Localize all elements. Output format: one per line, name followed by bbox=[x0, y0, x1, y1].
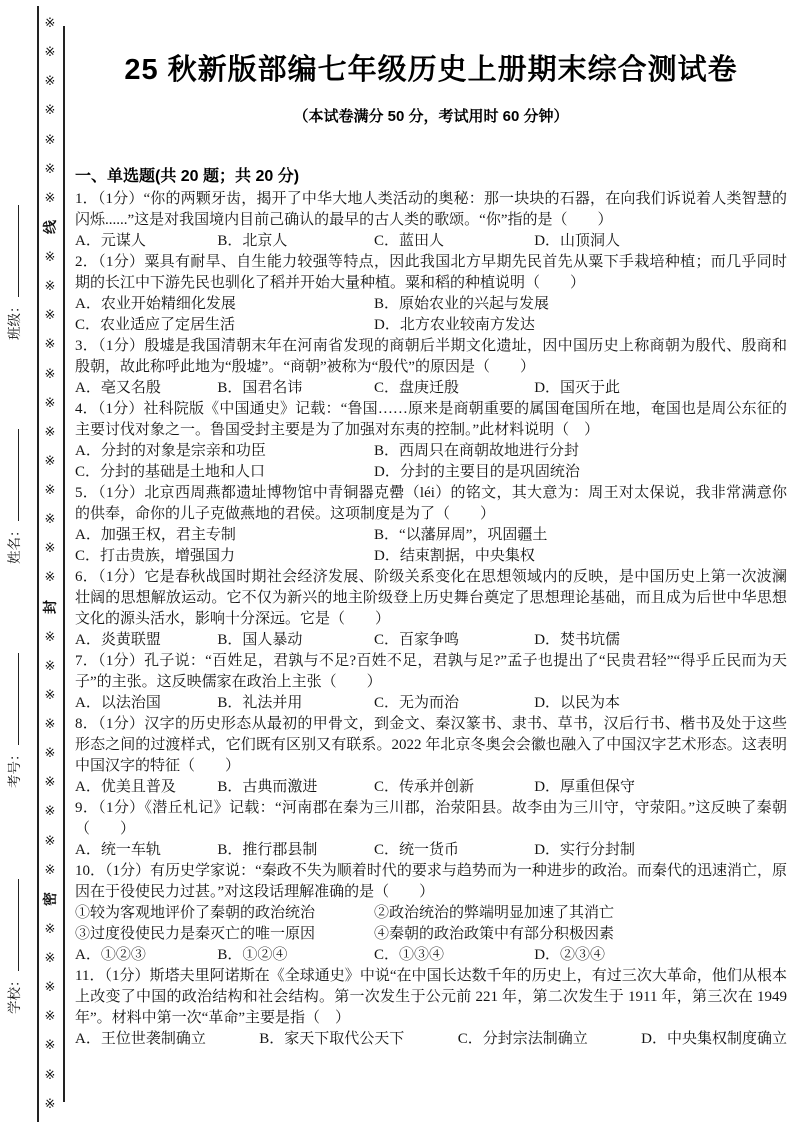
seal-mark: ※ bbox=[44, 803, 56, 819]
seal-mark: ※ bbox=[44, 278, 56, 294]
seal-mark: ※ bbox=[44, 15, 56, 30]
option: A．王位世袭制确立 bbox=[75, 1031, 206, 1048]
option: D．实行分封制 bbox=[534, 842, 636, 859]
option: A．农业开始精细化发展 bbox=[75, 296, 236, 313]
seal-mark: ※ bbox=[44, 1066, 56, 1082]
option: D．焚书坑儒 bbox=[534, 632, 621, 649]
question-stem: 11．（1分）斯塔夫里阿诺斯在《全球通史》中说“在中国长达数千年的历史上，有过三次大革命，他们从根本上改变了中国的政治结构和社会结构。第一次发生于公元前 221 年，第二次发生于 1911 年，第三次在 1949 年”。材料中第一次“革命”主要是指（ ） bbox=[75, 968, 787, 1027]
seal-mark: ※ bbox=[44, 569, 56, 585]
option: C．蓝田人 bbox=[374, 233, 445, 250]
seal-mark: ※ bbox=[44, 102, 56, 118]
option: B．原始农业的兴起与发展 bbox=[374, 296, 550, 313]
option: C．分封的基础是土地和人口 bbox=[75, 464, 266, 481]
question bbox=[75, 336, 787, 399]
options-row bbox=[75, 294, 787, 336]
seal-mark: ※ bbox=[44, 657, 56, 673]
seal-mark: ※ bbox=[44, 1095, 56, 1111]
seal-mark: ※ bbox=[44, 365, 56, 381]
option: B．“以藩屏周”，巩固疆土 bbox=[374, 527, 548, 544]
question-stem: 9．（1分）《潜丘札记》记载：“河南郡在秦为三川郡，治荥阳县。故李由为三川守，守荥阳。”这反映了秦朝（ ） bbox=[75, 800, 787, 838]
seal-mark: 线 bbox=[42, 219, 58, 234]
seal-mark: ※ bbox=[44, 832, 56, 848]
seal-mark: ※ bbox=[44, 249, 56, 264]
exam-subtitle: （本试卷满分 50 分，考试用时 60 分钟） bbox=[293, 108, 569, 126]
options-row bbox=[75, 840, 787, 861]
seal-mark: ※ bbox=[44, 336, 56, 352]
margin-field-inner bbox=[3, 392, 23, 564]
option: D．山顶洞人 bbox=[534, 233, 621, 250]
option: A．优美且普及 bbox=[75, 779, 176, 796]
question-list bbox=[75, 189, 787, 1050]
option: A．以法治国 bbox=[75, 695, 161, 712]
question bbox=[75, 567, 787, 651]
option: C．农业适应了定居生活 bbox=[75, 317, 236, 334]
options-row bbox=[75, 231, 787, 252]
option: C．打击贵族，增强国力 bbox=[75, 548, 236, 565]
field-label: 姓名： bbox=[7, 523, 22, 564]
seal-mark: ※ bbox=[44, 189, 56, 205]
margin-field bbox=[3, 616, 31, 788]
option: C．无为而治 bbox=[374, 695, 460, 712]
blank-line bbox=[5, 880, 20, 972]
option: B．礼法并用 bbox=[217, 695, 303, 712]
question bbox=[75, 966, 787, 1050]
option: B．北京人 bbox=[217, 233, 288, 250]
question-stem: 6．（1分）它是春秋战国时期社会经济发展、阶级关系变化在思想领域内的反映，是中国历史上第一次波澜壮阔的思想解放运动。它不仅为新兴的地主阶级登上历史舞台奠定了思想理论基础，而且成为后世中华思想文化的源头活水，影响十分深远。它是（ ） bbox=[75, 569, 787, 628]
question-stem: 1．（1分）“你的两颗牙齿，揭开了中华大地人类活动的奥秘：那一块块的石器，在向我们诉说着人类智慧的闪烁......”这是对我国境内目前己确认的最早的古人类的歌颂。“你”指的是（ ） bbox=[75, 191, 787, 229]
seal-line-inner-rule bbox=[63, 26, 65, 1102]
question bbox=[75, 483, 787, 567]
option: D．国灭于此 bbox=[534, 380, 621, 397]
options-row bbox=[75, 693, 787, 714]
margin-field bbox=[3, 392, 31, 564]
seal-mark: ※ bbox=[44, 511, 56, 527]
option: C．盘庚迁殷 bbox=[374, 380, 460, 397]
seal-mark: ※ bbox=[44, 774, 56, 790]
seal-mark: ※ bbox=[44, 861, 56, 877]
option: C．分封宗法制确立 bbox=[457, 1031, 588, 1048]
margin-field-inner bbox=[3, 616, 23, 788]
option: B．推行郡县制 bbox=[217, 842, 318, 859]
options-row bbox=[75, 945, 787, 966]
option: B．国君名讳 bbox=[217, 380, 303, 397]
option: B．家天下取代公天下 bbox=[259, 1031, 405, 1048]
subitem: ③过度役使民力是秦灭亡的唯一原因 bbox=[75, 926, 316, 943]
option: C．统一货币 bbox=[374, 842, 460, 859]
seal-mark: ※ bbox=[44, 716, 56, 731]
seal-mark: ※ bbox=[44, 1008, 56, 1024]
option: D．以民为本 bbox=[534, 695, 621, 712]
section-heading: 一、单选题(共 20 题；共 20 分) bbox=[75, 168, 300, 186]
seal-mark: ※ bbox=[44, 1037, 56, 1053]
question-subitems bbox=[75, 924, 787, 945]
seal-mark: 密 bbox=[42, 891, 58, 906]
options-row bbox=[75, 1029, 787, 1050]
options-row bbox=[75, 777, 787, 798]
question bbox=[75, 714, 787, 798]
question-stem: 3．（1分）殷墟是我国清朝末年在河南省发现的商朝后半期文化遗址，因中国历史上称商朝为殷代、殷商和殷朝，故此称呼此地为“殷墟”。“商朝”被称为“殷代”的原因是（ ） bbox=[75, 338, 787, 376]
question-subitems bbox=[75, 903, 787, 924]
margin-field bbox=[3, 842, 31, 1014]
question bbox=[75, 252, 787, 336]
option: D．②③④ bbox=[534, 947, 606, 964]
margin-field-inner bbox=[3, 842, 23, 1014]
option: D．厚重但保守 bbox=[534, 779, 636, 796]
question bbox=[75, 189, 787, 252]
option: C．①③④ bbox=[374, 947, 445, 964]
option: B．古典而激进 bbox=[217, 779, 318, 796]
field-label: 学校： bbox=[7, 973, 22, 1014]
blank-line bbox=[5, 654, 20, 746]
option: A．亳又名殷 bbox=[75, 380, 161, 397]
subitem: ①较为客观地评价了秦朝的政治统治 bbox=[75, 905, 316, 922]
option: D．分封的主要目的是巩固统治 bbox=[374, 464, 580, 481]
field-label: 考号： bbox=[7, 747, 22, 788]
question-stem: 2．（1分）粟具有耐旱、自生能力较强等特点，因此我国北方早期先民首先从粟下手栽培种植；而几乎同时期的长江中下游先民也驯化了稻并开始大量种植。粟和稻的种植说明（ ） bbox=[75, 254, 787, 292]
option: A．炎黄联盟 bbox=[75, 632, 161, 649]
option: C．百家争鸣 bbox=[374, 632, 460, 649]
options-row bbox=[75, 378, 787, 399]
margin-field-inner bbox=[3, 168, 23, 340]
option: D．中央集权制度确立 bbox=[641, 1031, 787, 1048]
option: A．元谋人 bbox=[75, 233, 146, 250]
option: D．北方农业较南方发达 bbox=[374, 317, 535, 334]
seal-mark: ※ bbox=[44, 950, 56, 965]
seal-mark: ※ bbox=[44, 745, 56, 761]
question-stem: 7．（1分）孔子说：“百姓足，君孰与不足?百姓不足，君孰与足?”孟子也提出了“民贵君轻”“得乎丘民而为天子”的主张。这反映儒家在政治上主张（ ） bbox=[75, 653, 787, 691]
seal-mark: 封 bbox=[42, 599, 58, 614]
seal-mark: ※ bbox=[44, 628, 56, 644]
seal-mark: ※ bbox=[44, 452, 56, 468]
seal-mark: ※ bbox=[44, 44, 56, 60]
seal-mark: ※ bbox=[44, 979, 56, 995]
seal-mark: ※ bbox=[44, 686, 56, 702]
seal-mark: ※ bbox=[44, 307, 56, 323]
blank-line bbox=[5, 430, 20, 522]
page-title: 25 秋新版部编七年级历史上册期末综合测试卷 bbox=[124, 54, 738, 86]
question bbox=[75, 861, 787, 966]
question-stem: 10．（1分）有历史学家说：“秦政不失为顺着时代的要求与趋势而为一种进步的政治。而秦代的迅速消亡，原因在于役使民力过甚。”对这段话理解准确的是（ ） bbox=[75, 863, 787, 901]
options-row bbox=[75, 525, 787, 567]
question bbox=[75, 798, 787, 861]
option: B．①②④ bbox=[217, 947, 288, 964]
seal-mark: ※ bbox=[44, 131, 56, 147]
question-stem: 4．（1分）社科院版《中国通史》记载：“鲁国……原来是商朝重要的属国奄国所在地，奄国也是周公东征的主要讨伐对象之一。鲁国受封主要是为了加强对东夷的控制。”此材料说明（ ） bbox=[75, 401, 787, 439]
seal-mark: ※ bbox=[44, 540, 56, 556]
question-stem: 8．（1分）汉字的历史形态从最初的甲骨文，到金文、秦汉篆书、隶书、草书，汉后行书、楷书及处于这些形态之间的过渡样式，它们既有区别又有联系。2022 年北京冬奥会会徽也融入了中国汉字艺术形态。这表明中国汉字的特征（ ） bbox=[75, 716, 787, 775]
question bbox=[75, 399, 787, 483]
field-label: 班级： bbox=[7, 299, 22, 340]
seal-mark: ※ bbox=[44, 394, 56, 410]
seal-column bbox=[39, 16, 61, 1110]
margin-field bbox=[3, 168, 31, 340]
option: B．西周只在商朝故地进行分封 bbox=[374, 443, 580, 460]
seal-mark: ※ bbox=[44, 73, 56, 89]
subitem: ④秦朝的政治政策中有部分积极因素 bbox=[374, 926, 615, 943]
seal-mark: ※ bbox=[44, 160, 56, 176]
question-stem: 5．（1分）北京西周燕都遗址博物馆中青铜器克罍（léi）的铭文，其大意为：周王对太保说，我非常满意你的供奉，命你的儿子克做燕地的君侯。这项制度是为了（ ） bbox=[75, 485, 787, 523]
exam-content bbox=[75, 0, 787, 1050]
question bbox=[75, 651, 787, 714]
option: B．国人暴动 bbox=[217, 632, 303, 649]
blank-line bbox=[5, 206, 20, 298]
seal-mark: ※ bbox=[44, 920, 56, 936]
option: C．传承并创新 bbox=[374, 779, 475, 796]
seal-mark: ※ bbox=[44, 482, 56, 497]
subitem: ②政治统治的弊端明显加速了其消亡 bbox=[374, 905, 615, 922]
options-row bbox=[75, 630, 787, 651]
seal-mark: ※ bbox=[44, 423, 56, 439]
option: A．加强王权，君主专制 bbox=[75, 527, 236, 544]
option: D．结束割据，中央集权 bbox=[374, 548, 535, 565]
option: A．统一车轨 bbox=[75, 842, 161, 859]
option: A．①②③ bbox=[75, 947, 146, 964]
options-row bbox=[75, 441, 787, 483]
option: A．分封的对象是宗亲和功臣 bbox=[75, 443, 266, 460]
